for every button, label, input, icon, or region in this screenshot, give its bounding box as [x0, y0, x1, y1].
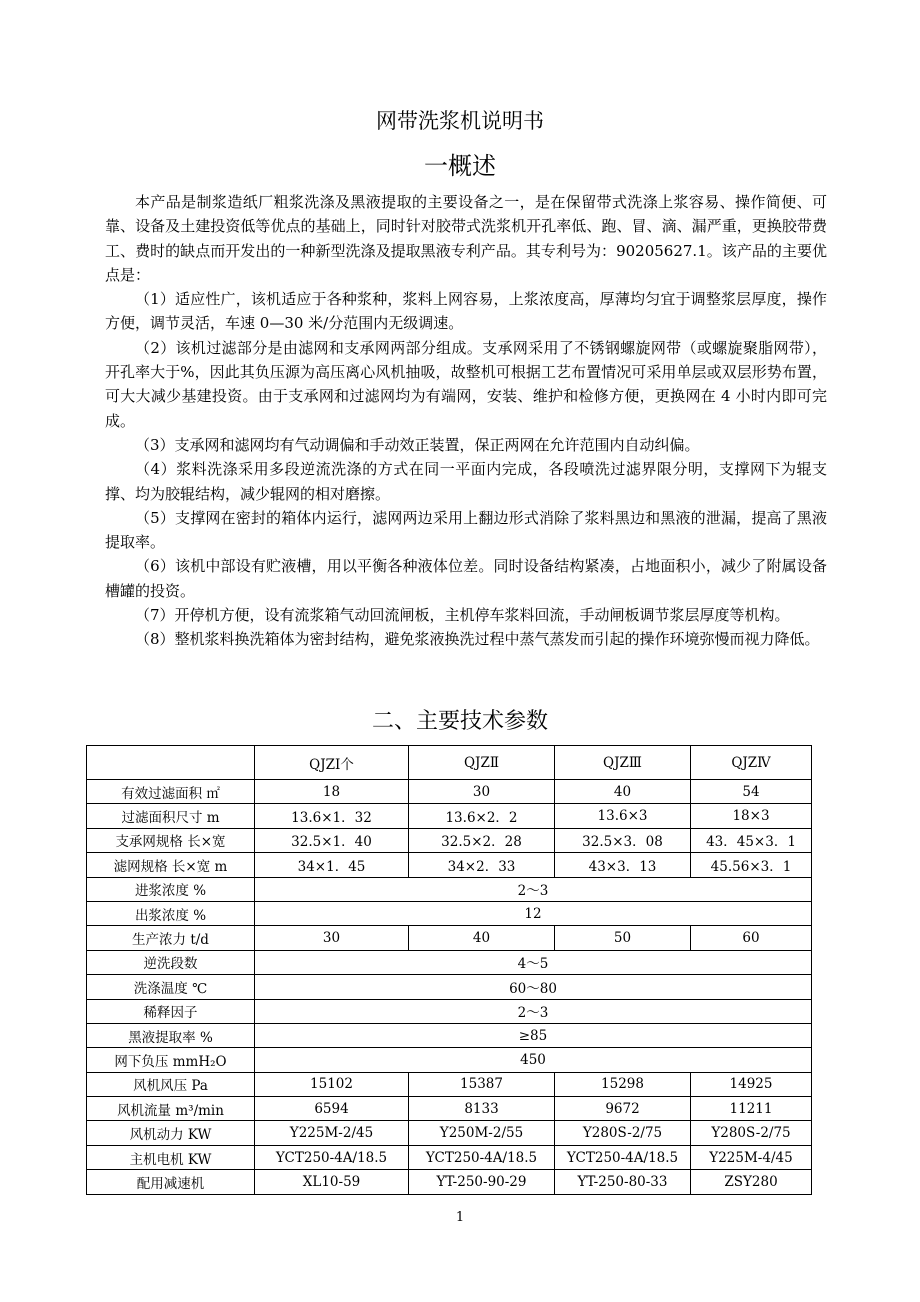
row-label-cell: 风机动力 KW [87, 1121, 255, 1145]
value-cell: 43．45×3．1 [691, 828, 812, 852]
value-cell: YCT250-4A/18.5 [555, 1145, 691, 1169]
value-cell: Y280S-2/75 [555, 1121, 691, 1145]
table-row [87, 853, 812, 877]
paragraph-item: （3）支承网和滤网均有气动调偏和手动效正装置，保正两网在允许范围内自动纠偏。 [135, 435, 700, 454]
overview-body [105, 190, 827, 652]
column-header: QJZⅡ [409, 746, 555, 780]
table-row [87, 828, 812, 852]
table-row [87, 1145, 812, 1169]
value-cell: 6594 [255, 1097, 409, 1121]
merged-value-cell: ≥85 [255, 1023, 812, 1047]
value-cell: Y225M-2/45 [255, 1121, 409, 1145]
paragraph-item: （2）该机过滤部分是由滤网和支承网两部分组成。支承网采用了不锈钢螺旋网带（或螺旋聚脂网带），开孔率大于%，因此其负压源为高压离心风机抽吸，故整机可根据工艺布置情况可采用单层或双层形势布置，可大大减少基建投资。由于支承网和过滤网均为有端网，安装、维护和检修方便，更换网在 4 小时内即可完成。 [105, 338, 827, 430]
value-cell: 9672 [555, 1097, 691, 1121]
row-label-cell: 支承网规格 长×宽 [87, 828, 255, 852]
merged-value-cell: 450 [255, 1048, 812, 1072]
document-title: 网带洗浆机说明书 [376, 109, 544, 133]
row-label-cell: 滤网规格 长×宽 m [87, 853, 255, 877]
table-row [87, 1048, 812, 1072]
value-cell: 11211 [691, 1097, 812, 1121]
value-cell: Y280S-2/75 [691, 1121, 812, 1145]
value-cell: YT-250-80-33 [555, 1170, 691, 1194]
paragraph-item: （5）支撑网在密封的箱体内运行，滤网两边采用上翻边形式消除了浆料黑边和黑液的泄漏，提高了黑液提取率。 [105, 508, 827, 552]
section-title-overview: 一概述 [424, 152, 496, 180]
value-cell: 32.5×1．40 [255, 828, 409, 852]
value-cell: 18 [255, 780, 409, 804]
row-label-cell: 黑液提取率 % [87, 1023, 255, 1047]
merged-value-cell: 2～3 [255, 877, 812, 901]
merged-value-cell: 2～3 [255, 999, 812, 1023]
value-cell: XL10-59 [255, 1170, 409, 1194]
row-label-cell: 主机电机 KW [87, 1145, 255, 1169]
merged-value-cell: 4～5 [255, 950, 812, 974]
value-cell: 40 [409, 926, 555, 950]
row-label-cell: 过滤面积尺寸 m [87, 804, 255, 828]
value-cell: YCT250-4A/18.5 [255, 1145, 409, 1169]
table-corner-cell [87, 746, 255, 780]
value-cell: 45.56×3．1 [691, 853, 812, 877]
paragraph-item: （4）浆料洗涤采用多段逆流洗涤的方式在同一平面内完成，各段喷洗过滤界限分明，支撑网下为辊支撑、均为胶辊结构，减少辊网的相对磨擦。 [105, 460, 827, 503]
row-label-cell: 逆洗段数 [87, 950, 255, 974]
value-cell: 34×1．45 [255, 853, 409, 877]
value-cell: 13.6×3 [555, 804, 691, 828]
column-header: QJZⅣ [691, 746, 812, 780]
parameters-table [86, 745, 812, 1195]
merged-value-cell: 60～80 [255, 975, 812, 999]
row-label-cell: 洗涤温度 ℃ [87, 975, 255, 999]
value-cell: 54 [691, 780, 812, 804]
value-cell: 15387 [409, 1072, 555, 1096]
page-number: 1 [455, 1210, 465, 1225]
table-row [87, 780, 812, 804]
table-row [87, 926, 812, 950]
table-row [87, 1097, 812, 1121]
value-cell: 43×3．13 [555, 853, 691, 877]
value-cell: YT-250-90-29 [409, 1170, 555, 1194]
row-label-cell: 出浆浓度 % [87, 901, 255, 925]
paragraph-intro: 本产品是制浆造纸厂粗浆洗涤及黑液提取的主要设备之一，是在保留带式洗涤上浆容易、操作简便、可靠、设备及土建投资低等优点的基础上，同时针对胶带式洗浆机开孔率低、跑、冒、滴、漏严重，更换胶带费工、费时的缺点而开发出的一种新型洗涤及提取黑液专利产品。其专利号为：90205627.1。该产品的主要优点是： [105, 193, 827, 284]
value-cell: 60 [691, 926, 812, 950]
row-label-cell: 稀释因子 [87, 999, 255, 1023]
parameters-table-body [87, 746, 812, 1195]
value-cell: 50 [555, 926, 691, 950]
column-header: QJZⅢ [555, 746, 691, 780]
row-label-cell: 风机流量 m³/min [87, 1097, 255, 1121]
table-row [87, 804, 812, 828]
value-cell: Y250M-2/55 [409, 1121, 555, 1145]
section-title-parameters: 二、主要技术参数 [371, 709, 548, 734]
table-row [87, 1072, 812, 1096]
value-cell: Y225M-4/45 [691, 1145, 812, 1169]
row-label-cell: 进浆浓度 % [87, 877, 255, 901]
value-cell: YCT250-4A/18.5 [409, 1145, 555, 1169]
value-cell: 15298 [555, 1072, 691, 1096]
value-cell: 40 [555, 780, 691, 804]
row-label-cell: 风机风压 Pa [87, 1072, 255, 1096]
value-cell: 13.6×2．2 [409, 804, 555, 828]
paragraph-item: （7）开停机方便，设有流浆箱气动回流闸板，主机停车浆料回流，手动闸板调节浆层厚度等机构。 [135, 606, 790, 625]
table-row [87, 877, 812, 901]
value-cell: 30 [255, 926, 409, 950]
value-cell: 34×2．33 [409, 853, 555, 877]
row-label-cell: 网下负压 mmH₂O [87, 1048, 255, 1072]
value-cell: 8133 [409, 1097, 555, 1121]
value-cell: ZSY280 [691, 1170, 812, 1194]
value-cell: 30 [409, 780, 555, 804]
paragraph-item: （1）适应性广，该机适应于各种浆种，浆料上网容易，上浆浓度高，厚薄均匀宜于调整浆层厚度，操作方便，调节灵活，车速 0—30 米/分范围内无级调速。 [105, 290, 827, 333]
table-row [87, 1023, 812, 1047]
row-label-cell: 生产浓力 t/d [87, 926, 255, 950]
row-label-cell: 有效过滤面积 ㎡ [87, 780, 255, 804]
table-row [87, 999, 812, 1023]
column-header: QJZⅠ个 [255, 746, 409, 780]
paragraph-item: （6）该机中部设有贮液槽，用以平衡各种液体位差。同时设备结构紧凑，占地面积小，减少了附属设备槽罐的投资。 [105, 557, 827, 600]
value-cell: 32.5×2．28 [409, 828, 555, 852]
value-cell: 14925 [691, 1072, 812, 1096]
table-header-row [87, 746, 812, 780]
merged-value-cell: 12 [255, 901, 812, 925]
value-cell: 13.6×1．32 [255, 804, 409, 828]
value-cell: 18×3 [691, 804, 812, 828]
table-row [87, 950, 812, 974]
table-row [87, 1170, 812, 1194]
paragraph-item: （8）整机浆料换洗箱体为密封结构，避免浆液换洗过程中蒸气蒸发而引起的操作环境弥慢而视力降低。 [135, 630, 820, 649]
value-cell: 15102 [255, 1072, 409, 1096]
table-row [87, 901, 812, 925]
table-row [87, 975, 812, 999]
value-cell: 32.5×3．08 [555, 828, 691, 852]
row-label-cell: 配用减速机 [87, 1170, 255, 1194]
table-row [87, 1121, 812, 1145]
